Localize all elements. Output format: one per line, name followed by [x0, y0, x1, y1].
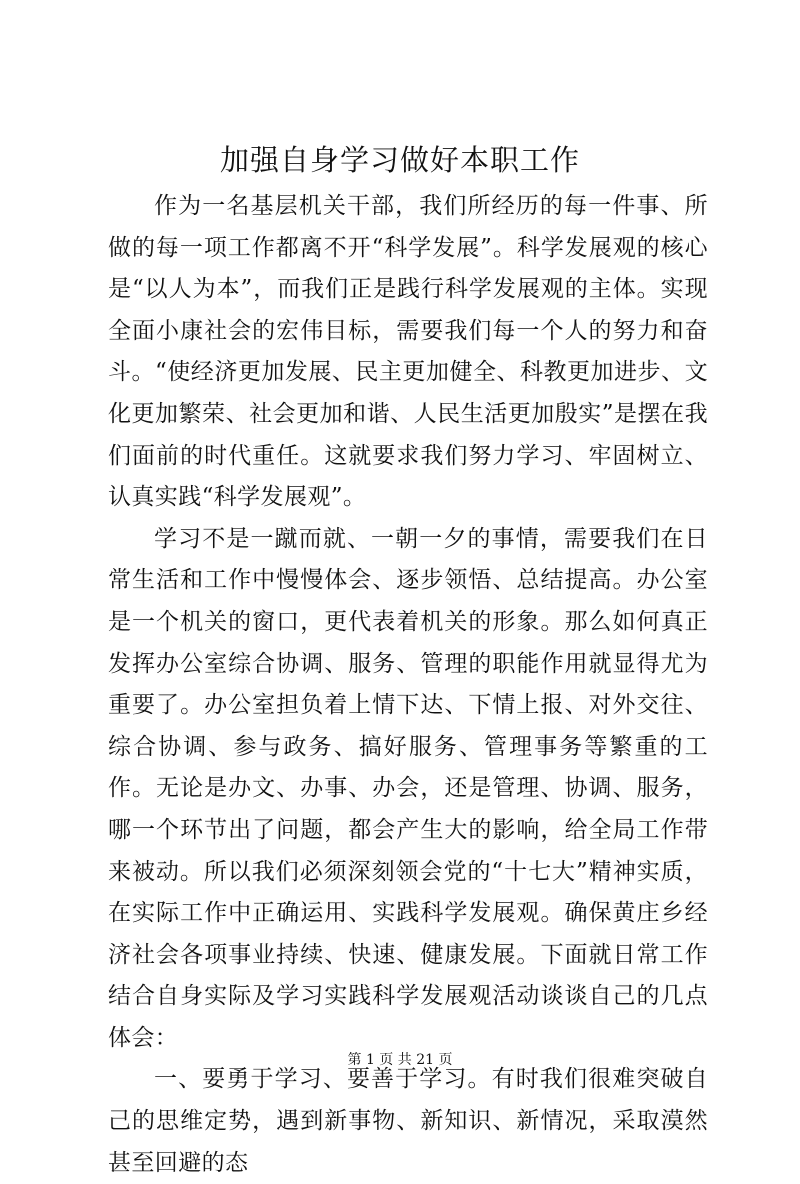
paragraph-point-one: 一、要勇于学习、要善于学习。有时我们很难突破自己的思维定势，遇到新事物、新知识、新情况，采取漠然甚至回避的态: [108, 1066, 708, 1176]
paragraph-office-role: 学习不是一蹴而就、一朝一夕的事情，需要我们在日常生活和工作中慢慢体会、逐步领悟、总结提高。办公室是一个机关的窗口，更代表着机关的形象。那么如何真正发挥办公室综合协调、服务、管理的职能作用就显得尤为重要了。办公室担负着上情下达、下情上报、对外交往、综合协调、参与政务、搞好服务、管理事务等繁重的工作。无论是办文、办事、办会，还是管理、协调、服务，哪一个环节出了问题，都会产生大的影响，给全局工作带来被动。所以我们必须深刻领会党的“十七大”精神实质，在实际工作中正确运用、实践科学发展观。确保黄庄乡经济社会各项事业持续、快速、健康发展。下面就日常工作结合自身实际及学习实践科学发展观活动谈谈自己的几点体会：: [108, 525, 708, 1051]
document-title: 加强自身学习做好本职工作: [219, 143, 580, 177]
page-number-footer: 第 1 页 共 21 页: [347, 1052, 453, 1068]
paragraph-intro: 作为一名基层机关干部，我们所经历的每一件事、所做的每一项工作都离不开“科学发展”。科学发展观的核心是“以人为本”，而我们正是践行科学发展观的主体。实现全面小康社会的宏伟目标，需要我们每一个人的努力和奋斗。“使经济更加发展、民主更加健全、科教更加进步、文化更加繁荣、社会更加和谐、人民生活更加殷实”是摆在我们面前的时代重任。这就要求我们努力学习、牢固树立、认真实践“科学发展观”。: [108, 193, 708, 511]
document-body: [108, 186, 708, 1184]
